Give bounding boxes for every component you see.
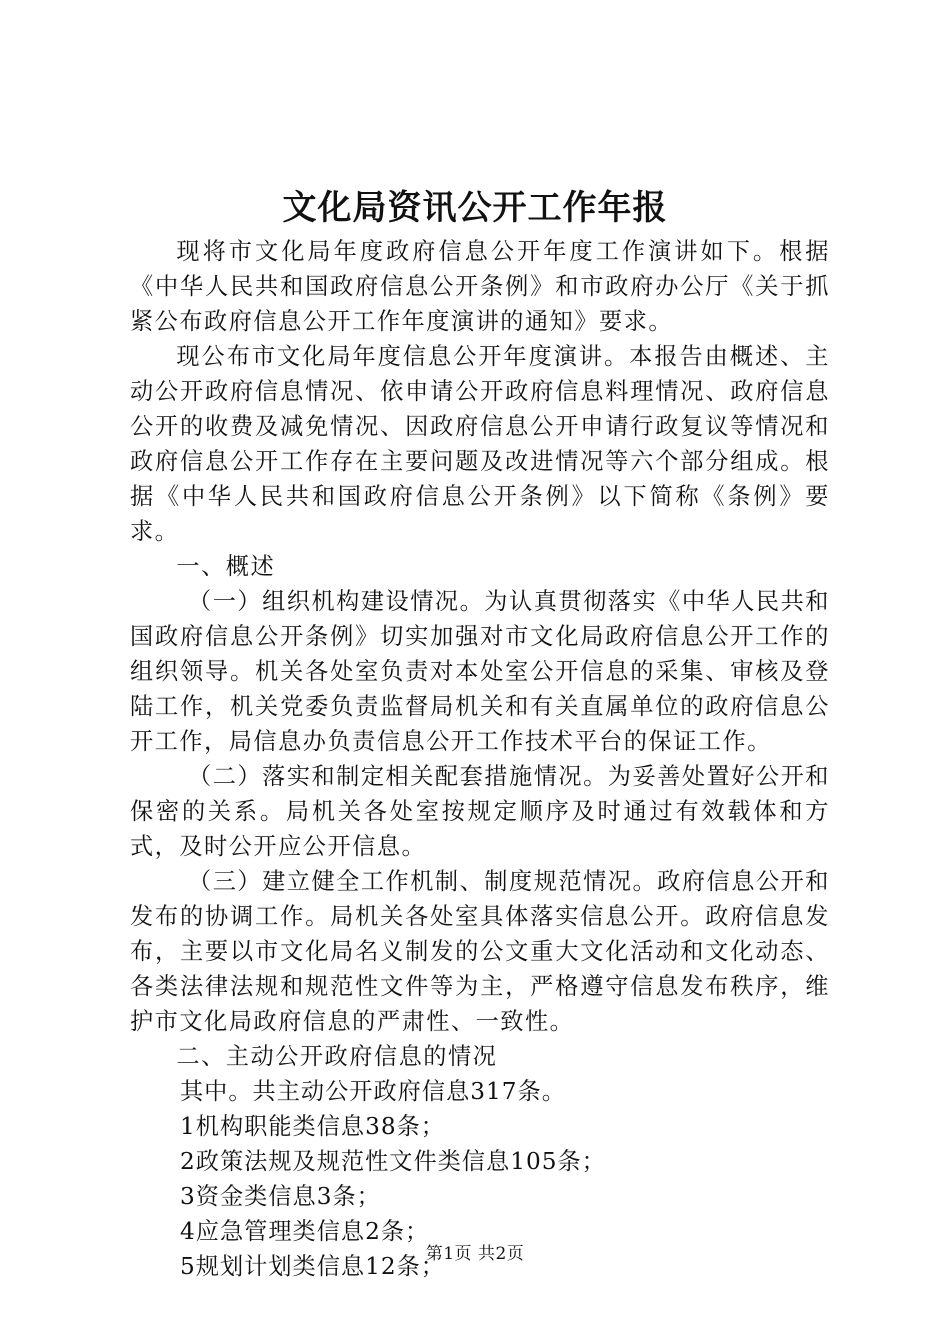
list-item: 2政策法规及规范性文件类信息105条； — [180, 1148, 606, 1175]
list-item: 4应急管理类信息2条； — [180, 1218, 430, 1245]
list-item: 3资金类信息3条； — [180, 1183, 381, 1210]
list-item: 1机构职能类信息38条； — [180, 1113, 445, 1140]
section-heading-active-disclosure: 二、主动公开政府信息的情况 — [176, 1043, 498, 1070]
subsection-measures: （二）落实和制定相关配套措施情况。为妥善处置好公开和保密的关系。局机关各处室按规定顺序及时通过有效载体和方式，及时公开应公开信息。 — [130, 763, 830, 860]
document-title: 文化局资讯公开工作年报 — [282, 188, 668, 228]
subsection-organization: （一）组织机构建设情况。为认真贯彻落实《中华人民共和国政府信息公开条例》切实加强对市文化局政府信息公开工作的组织领导。机关各处室负责对本处室公开信息的采集、审核及登陆工作，机关党委负责监督局机关和有关直属单位的政府信息公开工作，局信息办负责信息公开工作技术平台的保证工作。 — [130, 588, 830, 755]
document-body — [130, 234, 830, 1284]
section-heading-overview: 一、概述 — [176, 553, 276, 580]
subsection-mechanism: （三）建立健全工作机制、制度规范情况。政府信息公开和发布的协调工作。局机关各处室具体落实信息公开。政府信息发布，主要以市文化局名义制发的公文重大文化活动和文化动态、各类法律法规和规范性文件等为主，严格遵守信息发布秩序，维护市文化局政府信息的严肃性、一致性。 — [130, 868, 830, 1035]
page-footer: 第1页 共2页 — [425, 1244, 525, 1264]
list-item: 5规划计划类信息12条； — [180, 1253, 445, 1280]
report-structure-paragraph: 现公布市文化局年度信息公开年度演讲。本报告由概述、主动公开政府信息情况、依申请公开政府信息料理情况、政府信息公开的收费及减免情况、因政府信息公开申请行政复议等情况和政府信息公开工作存在主要问题及改进情况等六个部分组成。根据《中华人民共和国政府信息公开条例》以下简称《条例》要求。 — [130, 343, 830, 545]
disclosure-summary: 其中。共主动公开政府信息317条。 — [180, 1078, 566, 1105]
intro-paragraph: 现将市文化局年度政府信息公开年度工作演讲如下。根据《中华人民共和国政府信息公开条例》和市政府办公厅《关于抓紧公布政府信息公开工作年度演讲的通知》要求。 — [130, 238, 830, 335]
